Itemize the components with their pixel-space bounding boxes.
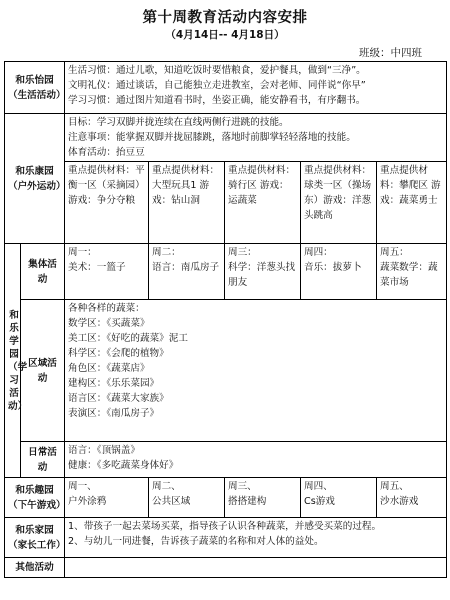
schedule-table: [4, 61, 447, 578]
learning-section-label: 和乐学园（学习活动）: [5, 244, 21, 478]
home-content: 1、带孩子一起去菜场买菜，指导孩子认识各种蔬菜，并感受买菜的过程。 2、与幼儿一同进餐，告诉孩子蔬菜的名称和对人体的益处。: [65, 518, 447, 558]
outdoor-days-row: [5, 162, 447, 244]
play-section-label: 和乐趣园 （下午游戏）: [5, 478, 65, 518]
life-line: 生活习惯：通过儿歌，知道吃饭时要惜粮食，爱护餐具，做到“三净”。: [68, 65, 366, 76]
play-day-cell: 周二、 公共区域: [149, 478, 225, 518]
outdoor-section-label: 和乐康园 （户外运动）: [5, 114, 65, 244]
life-section-label: 和乐怡园 （生活活动）: [5, 62, 65, 114]
outdoor-day-cell: 重点提供材料：球类一区（操场东）游戏：洋葱头跳高: [301, 162, 377, 244]
play-day-cell: 周五、 沙水游戏: [377, 478, 447, 518]
life-row: [5, 62, 447, 114]
outdoor-day-cell: 重点提供材料：骑行区 游戏：运蔬菜: [225, 162, 301, 244]
class-label: 班级：中四班: [359, 47, 422, 59]
page-title: 第十周教育活动内容安排: [142, 10, 308, 26]
play-day-cell: 周四、 Cs游戏: [301, 478, 377, 518]
group-day-cell: 周五： 蔬菜数学：蔬菜市场: [377, 244, 447, 300]
other-section-label: 其他活动: [5, 558, 65, 578]
life-line: 文明礼仪：通过谈话，自己能独立走进教室，会对老师、同伴说“你早”: [68, 80, 366, 91]
home-section-label: 和乐家园 （家长工作）: [5, 518, 65, 558]
group-day-cell: 周二： 语言：南瓜房子: [149, 244, 225, 300]
other-content: [65, 558, 447, 578]
area-activity-content: 各种各样的蔬菜： 数学区：《买蔬菜》 美工区：《好吃的蔬菜》泥工 科学区：《会爬的植物》 角色区：《蔬菜店》 建构区：《乐乐菜园》 语言区：《蔬菜大家族》 表演区：《南瓜房子》: [65, 300, 447, 442]
outdoor-day-cell: 重点提供材料：攀爬区 游戏：蔬菜勇士: [377, 162, 447, 244]
group-activity-row: [5, 244, 447, 300]
home-row: [5, 518, 447, 558]
outdoor-goal: 目标：学习双脚并拢连续在直线两侧行进跳的技能。 注意事项：能掌握双脚并拢屈膝跳，落地时前脚掌轻轻落地的技能。 体育活动：抬豆豆: [65, 114, 447, 162]
other-row: [5, 558, 447, 578]
life-line: 学习习惯：通过图片知道看书时，坐姿正确，能安静看书，有序翻书。: [68, 95, 366, 106]
play-day-cell: 周三、 搭搭建构: [225, 478, 301, 518]
outdoor-day-cell: 重点提供材料：平衡一区（采摘园）游戏：争分夺粮: [65, 162, 149, 244]
daily-activity-label: 日常活动: [21, 442, 65, 478]
outdoor-goal-row: [5, 114, 447, 162]
area-activity-label: 区域活动: [21, 300, 65, 442]
date-range: （4月14日-- 4月18日）: [165, 29, 285, 41]
daily-activity-content: 语言：《顶锅盖》 健康：《多吃蔬菜身体好》: [65, 442, 447, 478]
outdoor-day-cell: 重点提供材料：大型玩具1 游戏：钻山洞: [149, 162, 225, 244]
daily-activity-row: [5, 442, 447, 478]
group-activity-label: 集体活动: [21, 244, 65, 300]
group-day-cell: 周一： 美术：一篮子: [65, 244, 149, 300]
area-activity-row: [5, 300, 447, 442]
group-day-cell: 周三： 科学：洋葱头找朋友: [225, 244, 301, 300]
life-content: [65, 62, 447, 114]
play-row: [5, 478, 447, 518]
group-day-cell: 周四： 音乐：拔萝卜: [301, 244, 377, 300]
play-day-cell: 周一、 户外涂鸦: [65, 478, 149, 518]
